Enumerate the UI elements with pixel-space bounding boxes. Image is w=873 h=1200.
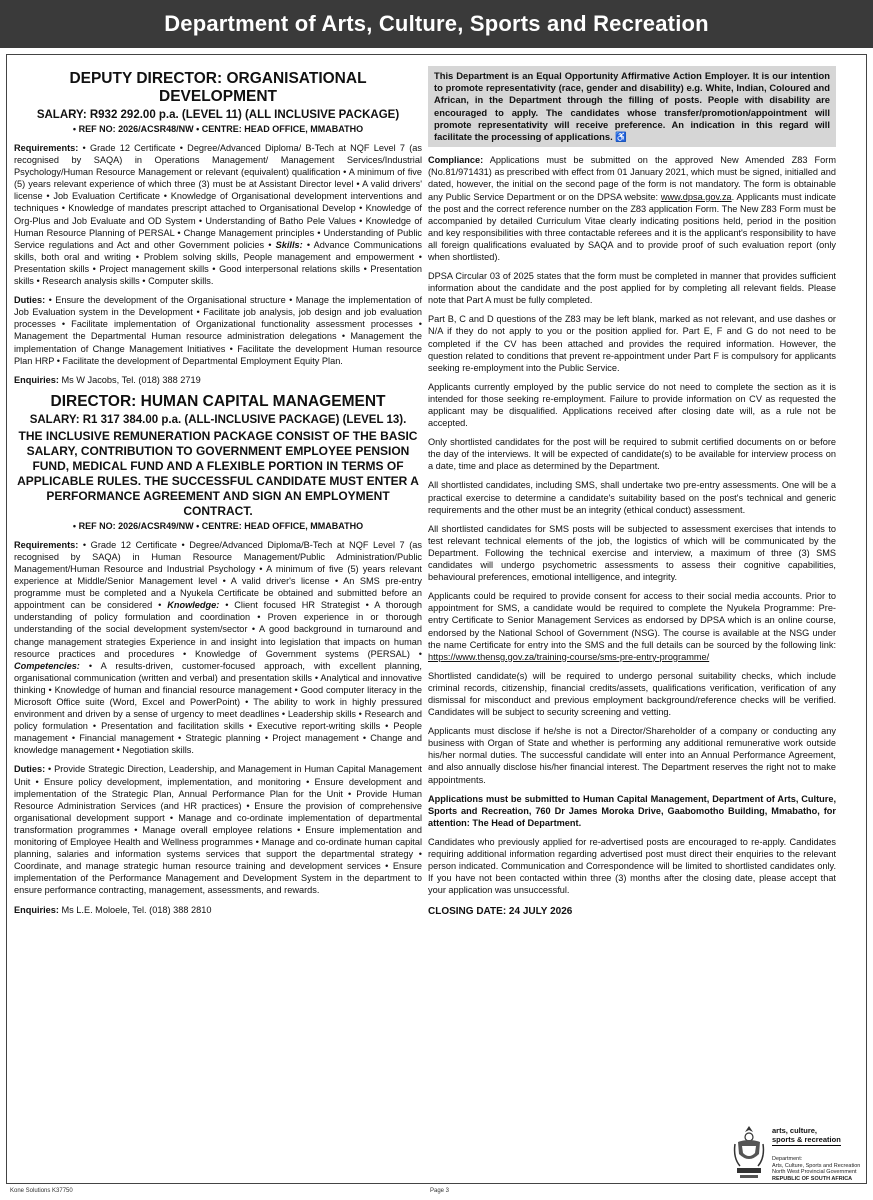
header-banner [0,0,873,48]
compliance-paragraph [428,154,836,263]
knowledge-label: Knowledge: [167,600,220,611]
enquiries-text: Ms W Jacobs, Tel. (018) 388 2719 [58,374,201,385]
knowledge-text: • Client focused HR Strategist • A thorough understanding of policy formulation and coordination • Proven experience in or thorough understanding of the social development system/sector • A good background in turnaround and change management strategies Experience in and insight into legislation that impacts on human resource practices and procedures • Knowledge of Government systems (PERSAL) • [14,600,423,659]
post1-ref: • REF NO: 2026/ACSR48/NW • CENTRE: HEAD OFFICE, MMABATHO [72,124,364,134]
page-title: Department of Arts, Culture, Sports and Recreation [164,11,709,36]
sms-assessment-paragraph: All shortlisted candidates, including SMS, shall undertake two pre-entry assessments. One will be a practical exercise to determine a candidate's suitability based on the post's technical and generic requirements and the other must be an integrity (ethical conduct) assessment. [428,480,836,515]
department-logo [732,1122,862,1188]
skills-text: • Advance Communications skills, both oral and writing • Problem solving skills, People management and empowerment • Presentation skills • Project management skills • Good interpersonal relations skills • Presentation skills • Research analysis skills • Computer skills. [14,239,422,287]
logo-line2: sports & recreation [772,1135,841,1144]
post1-duties [14,294,422,367]
requirements-text: • Grade 12 Certificate • Degree/Advanced Diploma/B-Tech at NQF Level 7 (as recognised by SAQA) in Human Resource Management/Public Administration/Public Management/Human Resource and Industrial Psychology • A minimum of five (5) years relevant experience at Middle/Senior Management level • A valid driver's license • An SMS pre-entry programme must be completed and a Nyukela Certificate be obtained and submitted before an appointment can be considered • [14,539,422,611]
right-column [428,66,836,918]
duties-label: Duties: [14,295,46,306]
compliance-text-a: Applications must be submitted on the approved New Amended Z83 Form (No.81/971431) as prescribed with effect from 01 January 2021, which must be signed, initialled and dated, however, the initial on the second page of the form is not mandatory. The form is obtainable any Public Service Department or on the DPSA website: [428,155,836,202]
post1-title: DEPUTY DIRECTOR: ORGANISATIONAL DEVELOPMENT [69,70,367,105]
dpsa-link[interactable]: www.dpsa.gov.za [660,191,732,202]
requirements-label: Requirements: [14,539,79,550]
wheelchair-icon: ♿ [615,131,627,143]
parts-paragraph: Part B, C and D questions of the Z83 may be left blank, marked as not relevant, and use dashes or N/A if they do not apply to you or the position applied for. Part E, F and G do not need to be completed if the CV has been attached and provides the required information. However, the question related to conditions that prevent re-appointment under Part F is compulsory for applicants seeking re-employment into the Public Service. [428,314,836,373]
social-media-text: Applicants could be required to provide consent for access to their social media accounts. Prior to appointment for SMS, a candidate would be required to complete the Nyukela Programme: Pre-entry Certificate to Senior Management Services as endorsed by DPSA which is an online course, endorsed by the National School of Government (NSG). The course is available at the NSG under the name Certificate for entry into the SMS and the full details can be sourced by the following link: [428,591,836,650]
logo-line1: arts, culture, [772,1126,818,1135]
closing-date: CLOSING DATE: 24 JULY 2026 [428,906,573,918]
logo-subtext [772,1156,860,1182]
post2-duties [14,763,422,896]
employed-paragraph: Applicants currently employed by the public service do not need to complete the section as it is intended for those seeking re-employment. Failure to provide information on CV as requested the applicant may be disqualified. Applications received after closing date will, as a rule not be accepted. [428,381,836,429]
social-media-paragraph [428,590,836,663]
compliance-text-b: . Applicants must indicate the post and the correct reference number on the Z83 application Form. The New Z83 Form must be accompanied by detailed Curriculum Vitae clearly indicating positions held, period in the position and key responsibilities with three contactable referees and it is the applicant's responsibility to have all foreign qualifications evaluated by SAQA and to provide proof of such evaluation report (only when shortlisted). [428,191,836,262]
logo-sub3: North West Provincial Government [772,1169,857,1175]
enquiries-text: Ms L.E. Moloele, Tel. (018) 388 2810 [58,904,212,915]
circular-paragraph: DPSA Circular 03 of 2025 states that the form must be completed in manner that provides sufficient information about the candidate and the post applied for by completing all relevant fields. Please note that Part A must be fully completed. [428,271,836,306]
enquiries-label: Enquiries: [14,374,59,385]
post2-requirements [14,539,422,757]
nsg-link[interactable]: https://www.thensg.gov.za/training-course/sms-pre-entry-programme/ [428,651,710,662]
footer-left: Kone Solutions K37750 [10,1188,73,1194]
coat-of-arms-icon [732,1124,766,1182]
post2-salary: SALARY: R1 317 384.00 p.a. (ALL-INCLUSIVE PACKAGE) (LEVEL 13). [29,413,407,426]
reapply-paragraph: Candidates who previously applied for re-advertised posts are encouraged to re-apply. Candidates requiring additional information regarding advertised post must direct their enquiries to the relevant person indicated. Communication and Correspondence will be limited to shortlisted candidates only. If you have not been contacted within three (3) months after the closing date, please accept that your application was unsuccessful. [428,836,836,896]
post1-enquiries [14,374,422,386]
requirements-label: Requirements: [14,143,79,153]
logo-sub1: Department: [772,1156,803,1162]
skills-label: Skills: [275,239,303,250]
left-column [14,66,422,923]
post2-package-note: THE INCLUSIVE REMUNERATION PACKAGE CONSIST OF THE BASIC SALARY, CONTRIBUTION TO GOVERNMENT EMPLOYEE PENSION FUND, MEDICAL FUND AND A FLEXIBLE PORTION IN TERMS OF APPLICABLE RULES. THE SUCCESSFUL CANDIDATE MUST ENTER A PERFORMANCE AGREEMENT AND SIGN AN EMPLOYMENT CONTRACT. [17,428,419,518]
logo-sub4: REPUBLIC OF SOUTH AFRICA [772,1175,853,1182]
post2-title: DIRECTOR: HUMAN CAPITAL MANAGEMENT [50,392,386,410]
submission-paragraph: Applications must be submitted to Human Capital Management, Department of Arts, Culture, Sports and Recreation, 760 Dr James Moroka Drive, Gaabomotho Building, Mmabatho, for attention: The Head of Department. [428,793,836,828]
logo-brand [772,1126,841,1146]
disclosure-paragraph: Applicants must disclose if he/she is not a Director/Shareholder of a company or conducting any business with Organ of State and whether is performing any additional remunerative work outside his/her normal duties. The successful candidate will enter into an Annual Performance Agreement, and also annually disclose his/her financial interest. The Department reserves the right not to make appointments. [428,726,836,785]
compliance-label: Compliance: [428,155,484,166]
duties-text: • Provide Strategic Direction, Leadership, and Management in Human Capital Management Unit • Ensure policy development, implementation, and monitoring • Ensure development and implementation of the Strategic Plan, Annual Performance Plan for the Unit • Provide Human Resource Administration Services (and HR practices) • Ensure the provision of comprehensive organisational development support • Manage and co-ordinate implementation of departmental transformation programmes • Manage overall employee relations • Ensure implementation and monitoring of Employee Health and Wellness programmes • Manage and co-ordinate human capital planning, salaries and information systems services that support the departmental strategy • Coordinate, and manage strategic human resource training and development services • Ensure implementation of the Performance Management and Development System in the department to ensure performance contracting, management, assessments, and rewards. [14,764,422,896]
equal-opportunity-text: This Department is an Equal Opportunity Affirmative Action Employer. It is our intention to promote representativity (race, gender and disability) e.g. White, Indian, Coloured and African, in the Department through the filling of posts. People with disability are encouraged to apply. The candidates whose transfer/promotion/appointment will promote representativity will receive preference. An indication in this regard will facilitate the processing of applications. [434,70,830,143]
enquiries-label: Enquiries: [14,904,59,915]
duties-label: Duties: [14,764,46,775]
competencies-text: • A results-driven, customer-focused approach, with excellent planning, organisational communication (written and verbal) and presentation skills • Analytical and innovative thinking • Knowledge of human and financial resource management • Good computer literacy in the Microsoft Office suite (Word, Excel and PowerPoint) • The ability to work in highly pressured environment and driven by a sense of urgency to meet deadlines • Leadership skills • Research and policy formulation • Presentation and facilitation skills • Executive report-writing skills • People management • Financial management • Strategic planning • Project management • Change and knowledge management • Negotiation skills. [14,660,422,756]
post2-enquiries [14,904,422,916]
requirements-text: • Grade 12 Certificate • Degree/Advanced Diploma/ B-Tech at NQF Level 7 (as recognised by SAQA) in Operations Management/ Management Services/Industrial Psychology/Human Resource Management or relevant (equivalent) qualification • A minimum of five (5) years relevant experience of which three (3) must be at Assistant Director level • A valid drivers' license • Job Evaluation Certificate • Knowledge of Organisational development interventions and techniques • Knowledge of mandates prescript attached to Organisational Develop • Knowledge of Org-Plus and Job Evaluate and OD System • Understanding of Batho Pele Values • Knowledge of Human Resource Planning of PERSAL • Change Management principles • Understanding of Public Service regulations and Act and other Government policies • [14,143,422,250]
competencies-label: Competencies: [14,660,80,671]
logo-sub2: Arts, Culture, Sports and Recreation [772,1162,861,1169]
equal-opportunity-box [428,66,836,147]
post1-requirements [14,142,422,287]
duties-text: • Ensure the development of the Organisational structure • Manage the implementation of Job Evaluation system in the Development • Facilitate job analysis, job design and job evaluation processes • Facilitate implementation of Organizational functionality assessment processes • Management the Departmental Human resource administration delegations • Management the implementation of Change Management Initiatives • Facilitate the development Human resource Plan HRP • Facilitate the development of Departmental Employment Equity Plan. [14,295,422,366]
suitability-paragraph: Shortlisted candidate(s) will be required to undergo personal suitability checks, which include criminal records, citizenship, financial credits/assets, qualifications verification, verification of any dismissal for misconduct and previous employment background/reference checks will be verified. Candidates will be subject to security screening and vetting. [428,670,836,718]
post1-salary: SALARY: R932 292.00 p.a. (LEVEL 11) (ALL INCLUSIVE PACKAGE) [36,109,400,121]
footer-page-number: Page 3 [430,1188,450,1194]
post2-ref: • REF NO: 2026/ACSR49/NW • CENTRE: HEAD OFFICE, MMABATHO [72,520,364,531]
shortlisted-paragraph: Only shortlisted candidates for the post will be required to submit certified documents on or before the day of the interviews. It will be expected of candidate(s) to be available for interview process on a date, time and place as determined by the Department. [428,437,836,472]
sms-technical-paragraph: All shortlisted candidates for SMS posts will be subjected to assessment exercises that intends to test relevant technical elements of the job, the logistics of which will be communicated by the Department. Following the technical exercise and interview, a maximum of three (3) SMS candidates will undergo psychometric assessments to assess their cognitive capabilities, behavioural preferences, emotional intelligence, and integrity. [428,523,836,583]
